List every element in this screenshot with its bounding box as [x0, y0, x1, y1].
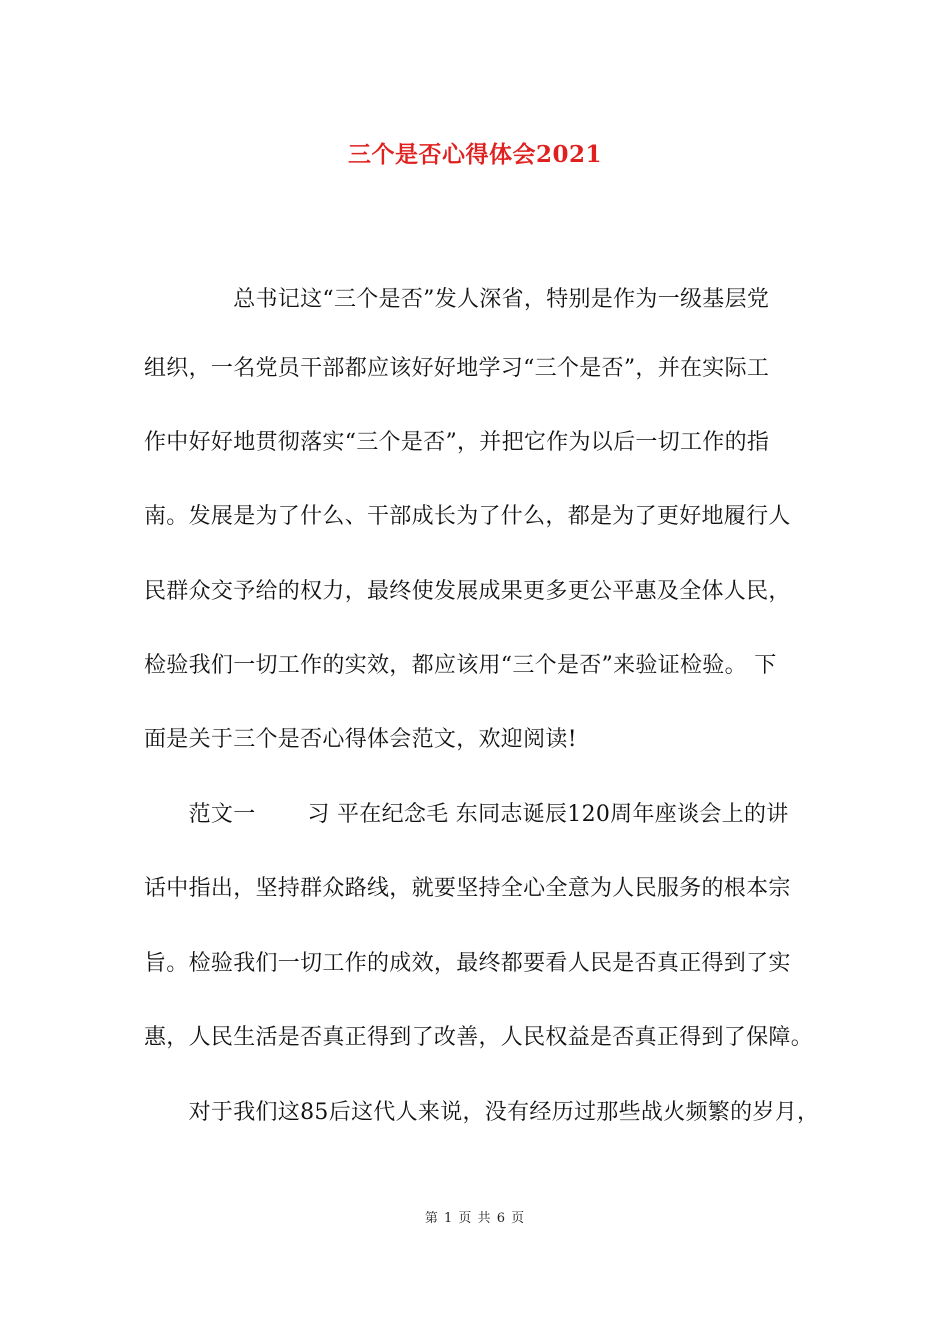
body-line: 民群众交予给的权力，最终使发展成果更多更公平惠及全体人民， — [144, 579, 791, 604]
body-line: 范文一 习 平在纪念毛 东同志诞辰120周年座谈会上的讲 — [144, 802, 789, 827]
body-line: 检验我们一切工作的实效，都应该用“三个是否”来验证检验。 下 — [144, 653, 777, 678]
body-line: 旨。检验我们一切工作的成效，最终都要看人民是否真正得到了实 — [144, 951, 791, 976]
body-line: 总书记这“三个是否”发人深省，特别是作为一级基层党 — [144, 287, 770, 312]
body-line: 作中好好地贯彻落实“三个是否”，并把它作为以后一切工作的指 — [144, 430, 770, 455]
body-line: 面是关于三个是否心得体会范文，欢迎阅读! — [144, 727, 577, 752]
body-line: 惠，人民生活是否真正得到了改善，人民权益是否真正得到了保障。 — [144, 1025, 814, 1050]
body-line: 南。发展是为了什么、干部成长为了什么，都是为了更好地履行人 — [144, 504, 791, 529]
body-line: 组织，一名党员干部都应该好好地学习“三个是否”，并在实际工 — [144, 356, 770, 381]
body-line: 对于我们这85后这代人来说，没有经历过那些战火频繁的岁月， — [144, 1100, 820, 1125]
body-line: 话中指出，坚持群众路线，就要坚持全心全意为人民服务的根本宗 — [144, 876, 791, 901]
page-footer: 第 1 页 共 6 页 — [424, 1211, 526, 1226]
document-title: 三个是否心得体会2021 — [347, 141, 602, 168]
